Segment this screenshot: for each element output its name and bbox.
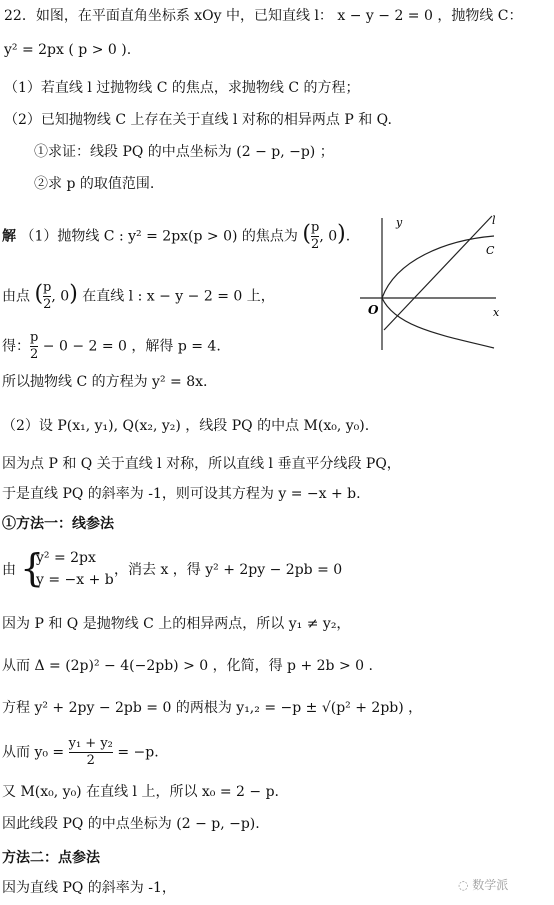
origin-label: O [368,303,379,317]
question-2: （2）已知抛物线 C 上存在关于直线 l 对称的相异两点 P 和 Q. [4,112,392,128]
line-l-label: l [492,214,496,227]
solution-1a: （1）抛物线 C : y² = 2px(p > 0) 的焦点为 [20,228,298,245]
solution-line-1: 解 （1）抛物线 C : y² = 2px(p > 0) 的焦点为 ( $\frac{p}{2}$ , 0). [2,220,351,252]
fraction-y-average: $\frac{\text{y₁ + y₂}}{2}$ [68,736,113,768]
fraction-p-over-2-b: $\frac{p}{2}$ [43,280,52,312]
question-2b: ②求 p 的取值范围. [34,176,155,192]
problem-line-2: y² = 2px ( p > 0 ). [4,42,132,58]
y-axis-label: y [396,216,403,229]
method-1-line-4: 方程 y² + 2py − 2pb = 0 的两根为 y₁,₂ = −p ± √(p² + 2pb) ， [2,700,423,716]
method-1-line-6: 又 M(x₀, y₀) 在直线 l 上，所以 x₀ = 2 − p. [2,784,280,800]
solution-line-7: 于是直线 PQ 的斜率为 -1，则可设其方程为 y = −x + b. [2,486,361,502]
method-2-line-1: 因为直线 PQ 的斜率为 -1， [2,880,176,896]
solution-line-4: 所以抛物线 C 的方程为 y² = 8x. [2,374,208,390]
x-axis-label: x [493,306,500,319]
solution-label: 解 [2,228,16,245]
solution-line-2: 由点 ( $\frac{p}{2}$ , 0) 在直线 l : x − y − 2 = 0 上， [2,280,275,312]
method-2-title: 方法二：点参法 [2,850,100,866]
method-1-line-5: 从而 y₀ = $\frac{\text{y₁ + y₂}}{2}$ = −p. [2,736,159,768]
question-2a: ①求证：线段 PQ 的中点坐标为 (2 − p, −p) ； [34,144,334,160]
fraction-p-over-2-c: $\frac{p}{2}$ [30,330,39,362]
parabola-curve [382,236,494,348]
method-1-line-2: 因为 P 和 Q 是抛物线 C 上的相异两点，所以 y₁ ≠ y₂， [2,616,351,632]
parabola-line-figure [356,212,526,352]
solution-line-5: （2）设 P(x₁, y₁), Q(x₂, y₂) ，线段 PQ 的中点 M(x₀, y₀). [2,418,370,434]
curve-c-label: C [486,244,495,257]
method-1-title: ①方法一：线参法 [2,516,114,532]
fraction-p-over-2: $\frac{p}{2}$ [310,220,320,252]
solution-line-6: 因为点 P 和 Q 关于直线 l 对称，所以直线 l 垂直平分线段 PQ， [2,456,401,472]
solution-line-3: 得： $\frac{p}{2}$ − 0 − 2 = 0 ，解得 p = 4. [2,330,221,362]
question-1: （1）若直线 l 过抛物线 C 的焦点，求抛物线 C 的方程； [4,80,360,96]
watermark: ◌ 数学派 [458,878,509,892]
method-1-line-7: 因此线段 PQ 的中点坐标为 (2 − p, −p). [2,816,260,832]
method-1-line-3: 从而 Δ = (2p)² − 4(−2pb) > 0 ，化简，得 p + 2b > 0 . [2,658,373,674]
line-l [384,216,492,330]
problem-line-1: 22．如图，在平面直角坐标系 xOy 中，已知直线 l： x − y − 2 = 0 ，抛物线 C： [4,8,523,24]
